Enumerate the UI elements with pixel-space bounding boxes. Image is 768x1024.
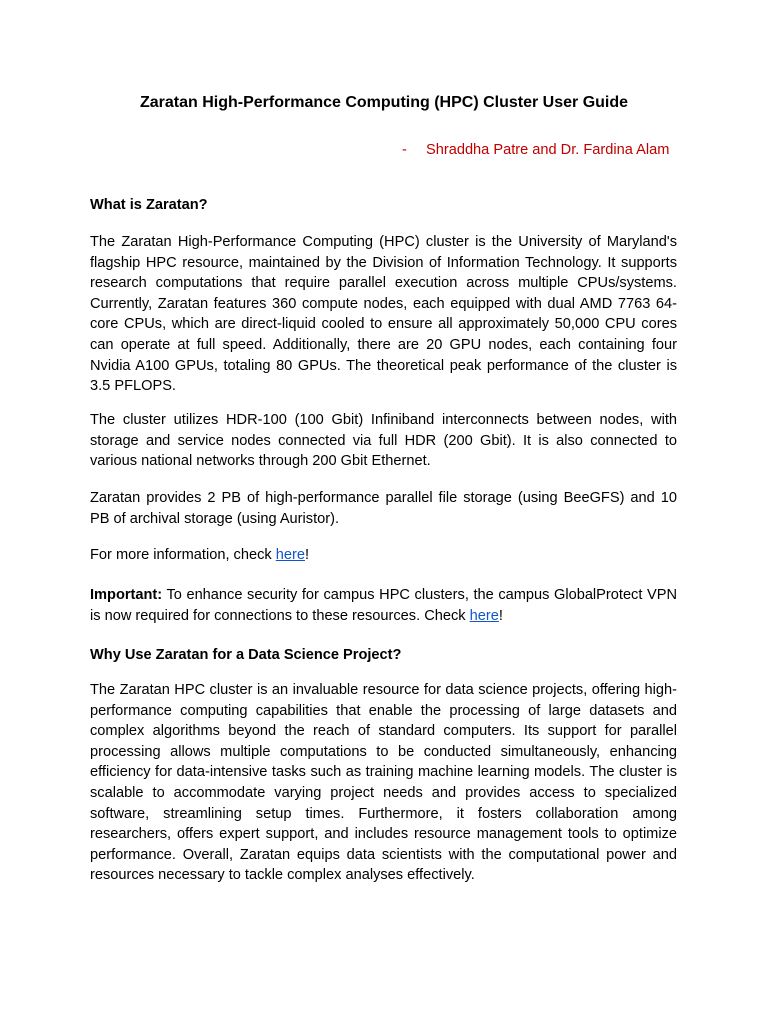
authors-dash: - [402, 142, 407, 158]
important-text: To enhance security for campus HPC clusters, the campus GlobalProtect VPN is now required for connections to these resources. Check [90, 587, 677, 624]
paragraph-important [90, 585, 677, 626]
document-title: Zaratan High-Performance Computing (HPC) Cluster User Guide [139, 94, 629, 111]
more-info-text: For more information, check [90, 547, 276, 563]
authors-line [402, 141, 669, 159]
more-info-suffix: ! [304, 547, 310, 563]
important-suffix: ! [498, 607, 503, 624]
authors-names: Shraddha Patre and Dr. Fardina Alam [426, 142, 670, 158]
vpn-info-link[interactable]: here [469, 607, 499, 624]
more-info-link[interactable]: here [275, 547, 305, 563]
heading-why-use-zaratan: Why Use Zaratan for a Data Science Project? [90, 647, 402, 663]
paragraph-why-use: The Zaratan HPC cluster is an invaluable resource for data science projects, offering high-performance computing capabilities that enable the processing of large datasets and complex algorithms beyond the reach of standard computers. Its support for parallel processing allows multiple computations to be conducted simultaneously, enhancing efficiency for data-intensive tasks such as training machine learning models. The cluster is scalable to accommodate varying project needs and provides access to specialized software, streamlining setup times. Furthermore, it fosters collaboration among researchers, offers expert support, and includes resource management tools to optimize performance. Overall, Zaratan equips data scientists with the computational power and resources necessary to tackle complex analyses effectively. [90, 682, 677, 884]
paragraph-more-info [90, 545, 677, 566]
important-label: Important: [90, 587, 163, 603]
heading-what-is-zaratan: What is Zaratan? [90, 197, 208, 213]
paragraph-storage: Zaratan provides 2 PB of high-performance parallel file storage (using BeeGFS) and 10 PB of archival storage (using Auristor). [90, 490, 677, 527]
paragraph-interconnect: The cluster utilizes HDR-100 (100 Gbit) Infiniband interconnects between nodes, with storage and service nodes connected via full HDR (200 Gbit). It is also connected to various national networks through 200 Gbit Ethernet. [90, 412, 677, 470]
paragraph-overview: The Zaratan High-Performance Computing (HPC) cluster is the University of Maryland's flagship HPC resource, maintained by the Division of Information Technology. It supports research computations that require parallel execution across multiple CPUs/systems. Currently, Zaratan features 360 compute nodes, each equipped with dual AMD 7763 64-core CPUs, which are direct-liquid cooled to ensure all approximately 50,000 CPU cores can operate at full speed. Additionally, there are 20 GPU nodes, each containing four Nvidia A100 GPUs, totaling 80 GPUs. The theoretical peak performance of the cluster is 3.5 PFLOPS. [90, 234, 677, 395]
